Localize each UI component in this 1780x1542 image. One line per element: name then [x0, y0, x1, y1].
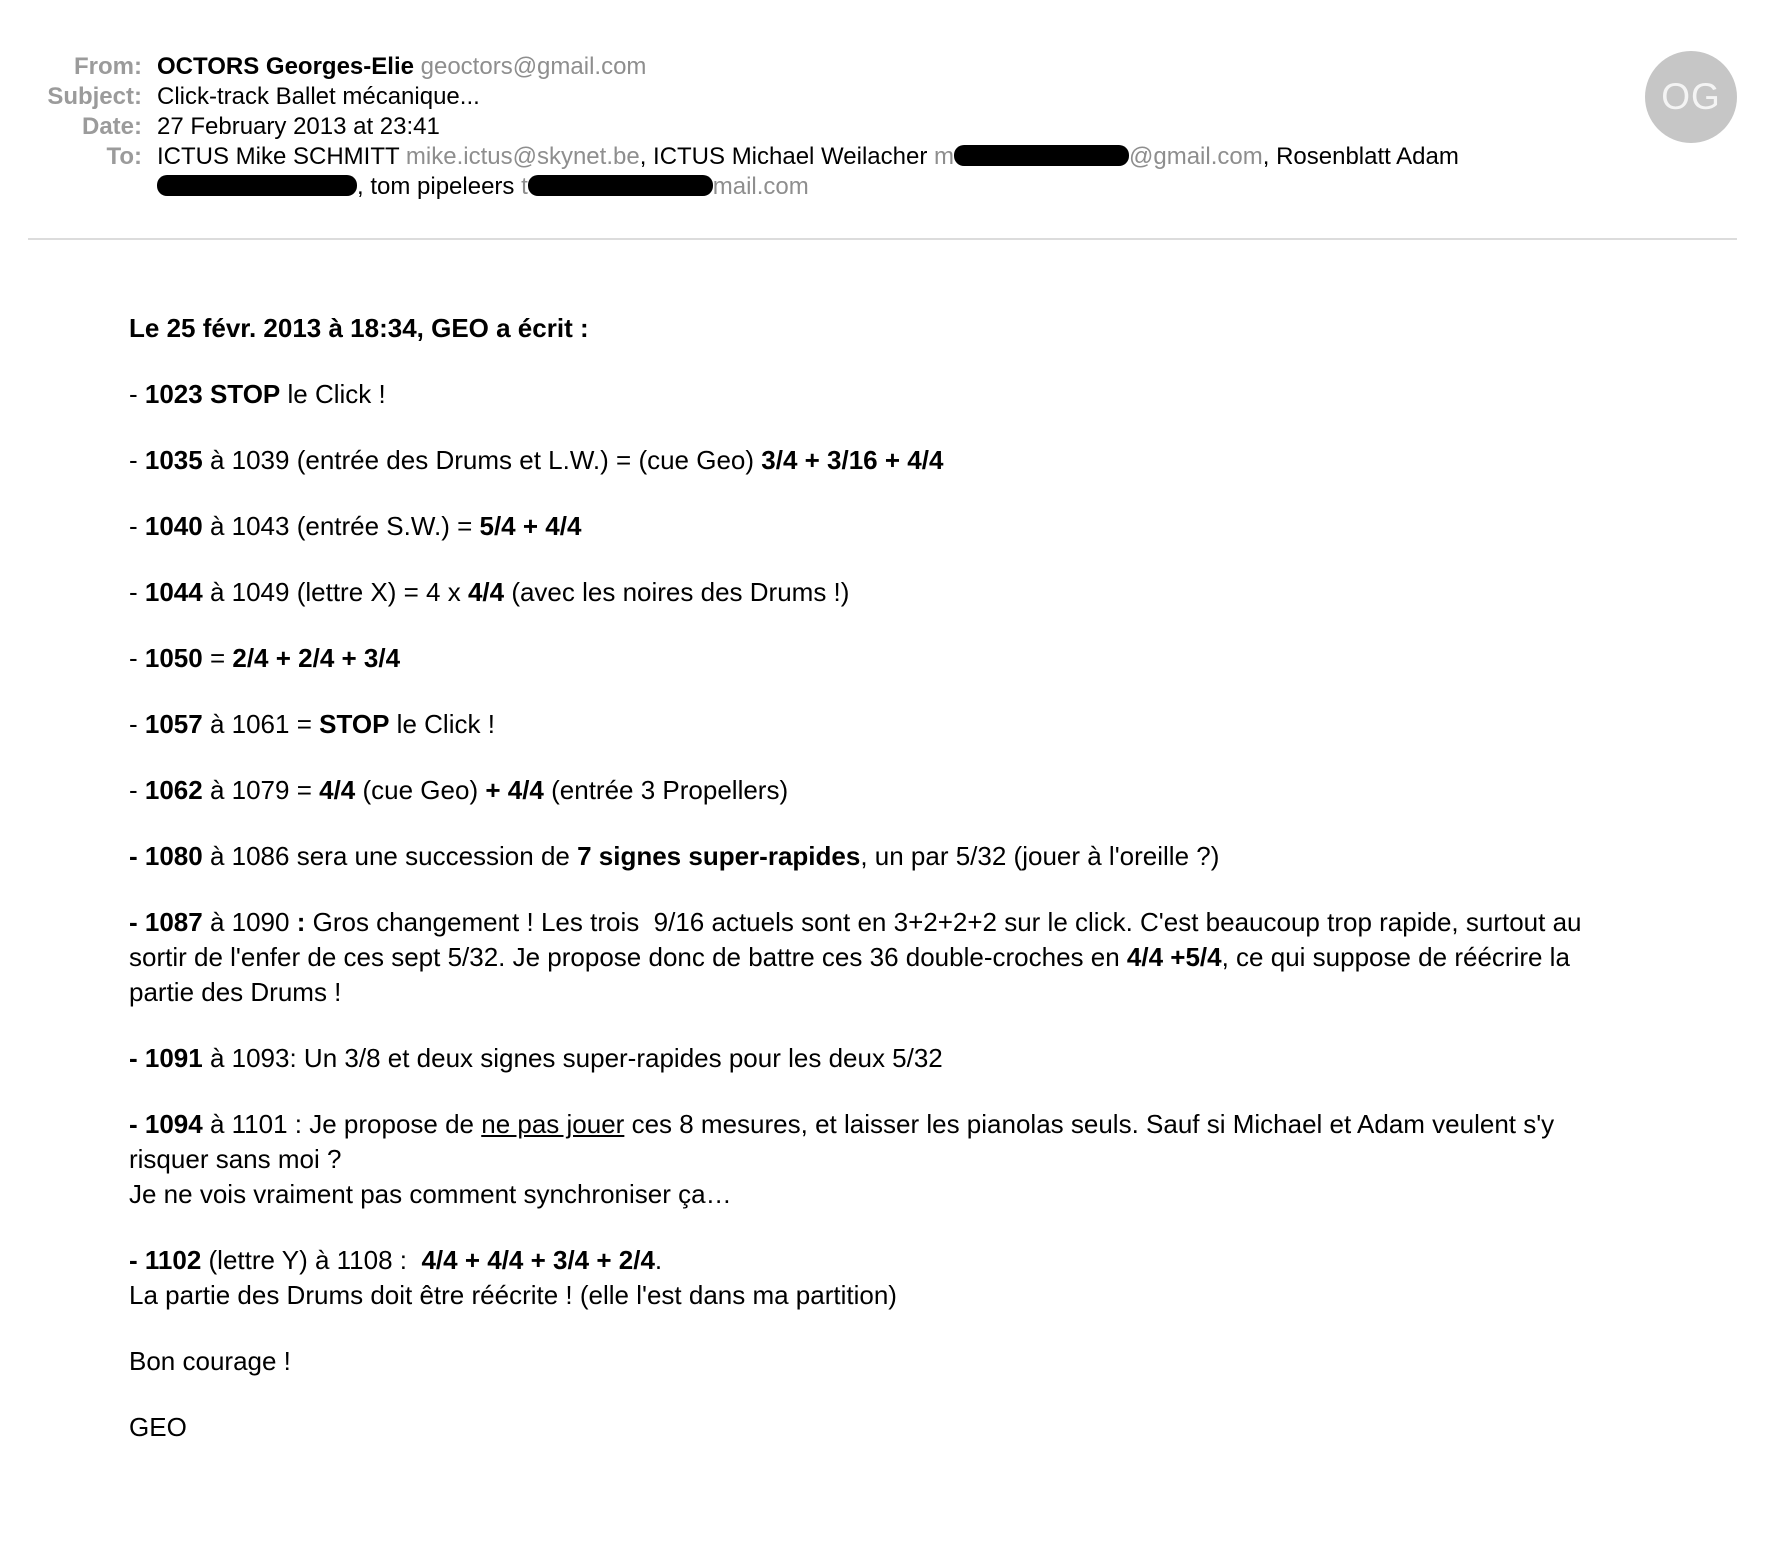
redaction-bar: [157, 175, 357, 196]
text-segment: à 1086 sera une succession de: [202, 841, 578, 871]
text-segment: à 1101 : Je propose de: [202, 1109, 482, 1139]
body-paragraph: [129, 773, 1710, 808]
text-segment: (entrée 3 Propellers): [543, 775, 789, 805]
text-segment: Gros changement ! Les trois 9/16 actuels sont en 3+2+2+2 sur le click. C'est beaucoup trop rapide, surtout au: [305, 907, 1582, 937]
body-paragraph: [129, 377, 1710, 412]
body-paragraph: [129, 311, 1710, 346]
text-segment: 5/4 + 4/4: [479, 511, 582, 541]
header-value-to: [157, 142, 1717, 202]
text-segment: sortir de l'enfer de ces sept 5/32. Je propose donc de battre ces 36 double-croches en: [129, 942, 1127, 972]
text-segment: le Click !: [389, 709, 495, 739]
text-segment: à 1039 (entrée des Drums et L.W.) = (cue Geo): [202, 445, 762, 475]
text-segment: 1057: [144, 709, 203, 739]
email-address[interactable]: mike.ictus@skynet.be: [405, 143, 640, 170]
text-segment: Je ne vois vraiment pas comment synchroniser ça…: [129, 1179, 732, 1209]
header-value-subject: [157, 82, 1717, 112]
body-paragraph: [129, 1410, 1710, 1445]
text-segment: 1035: [144, 445, 203, 475]
text-segment: [414, 53, 421, 80]
text-segment: -: [129, 445, 145, 475]
email-header: [0, 0, 1780, 202]
body-paragraph: [129, 509, 1710, 544]
text-segment: :: [296, 907, 306, 937]
text-segment: , ICTUS Michael Weilacher: [639, 143, 934, 170]
text-segment: - 1094: [129, 1109, 203, 1139]
text-segment: - 1102: [129, 1245, 202, 1275]
body-paragraph: [129, 707, 1710, 742]
header-label-date: Date:: [81, 113, 142, 140]
text-segment: Bon courage !: [129, 1346, 291, 1376]
email-address[interactable]: m: [934, 143, 954, 170]
text-segment: - 1087: [129, 907, 203, 937]
email-address[interactable]: geoctors@gmail.com: [420, 53, 647, 80]
text-segment: à 1093: Un 3/8 et deux signes super-rapides pour les deux 5/32: [202, 1043, 943, 1073]
text-segment: , un par 5/32 (jouer à l'oreille ?): [860, 841, 1220, 871]
redaction-bar: [954, 145, 1129, 166]
text-segment: 4/4 + 4/4 + 3/4 + 2/4: [421, 1245, 655, 1275]
text-segment: à 1061 =: [202, 709, 320, 739]
text-segment: le Click !: [280, 379, 386, 409]
header-label-to: To:: [106, 143, 142, 170]
text-segment: ICTUS Mike SCHMITT: [157, 143, 406, 170]
body-paragraph: [129, 575, 1710, 610]
text-segment: 1062: [144, 775, 203, 805]
body-paragraph: [129, 1041, 1710, 1076]
body-paragraph: [129, 641, 1710, 676]
text-segment: ces 8 mesures, et laisser les pianolas seuls. Sauf si Michael et Adam veulent s'y: [624, 1109, 1555, 1139]
text-segment: 2/4 + 2/4 + 3/4: [232, 643, 401, 673]
body-paragraph: [129, 905, 1710, 1010]
text-segment: , ce qui suppose de réécrire la: [1221, 942, 1570, 972]
header-label-from: From:: [74, 53, 142, 80]
body-paragraph: [129, 1243, 1710, 1313]
text-segment: à 1043 (entrée S.W.) =: [202, 511, 480, 541]
email-address[interactable]: mail.com: [712, 173, 809, 200]
text-segment: -: [129, 643, 145, 673]
avatar: [1645, 51, 1737, 143]
text-segment: 1050: [144, 643, 203, 673]
text-segment: à 1049 (lettre X) = 4 x: [202, 577, 468, 607]
text-segment: (avec les noires des Drums !): [504, 577, 850, 607]
text-segment: -: [129, 511, 145, 541]
text-segment: Click-track Ballet mécanique...: [157, 83, 480, 110]
text-segment: Le 25 févr. 2013 à 18:34, GEO a écrit :: [129, 313, 589, 343]
text-segment: STOP: [319, 709, 390, 739]
header-value-from: [157, 52, 1717, 82]
text-segment: 4/4 +5/4: [1126, 942, 1222, 972]
email-address[interactable]: t: [521, 173, 528, 200]
text-segment: - 1091: [129, 1043, 203, 1073]
text-segment: La partie des Drums doit être réécrite ! (elle l'est dans ma partition): [129, 1280, 897, 1310]
text-segment: 4/4: [467, 577, 505, 607]
text-segment: ne pas jouer: [481, 1109, 625, 1139]
text-segment: risquer sans moi ?: [129, 1144, 342, 1174]
header-fields: [0, 52, 1780, 202]
text-segment: -: [129, 775, 145, 805]
avatar-initials: OG: [1661, 76, 1721, 117]
text-segment: (lettre Y) à 1108 :: [201, 1245, 422, 1275]
text-segment: GEO: [129, 1412, 187, 1442]
header-label-subject: Subject:: [47, 83, 142, 110]
text-segment: 7 signes super-rapides: [577, 841, 861, 871]
text-segment: -: [129, 379, 145, 409]
body-paragraph: [129, 443, 1710, 478]
text-segment: (cue Geo): [355, 775, 486, 805]
text-segment: 3/4 + 3/16 + 4/4: [761, 445, 944, 475]
text-segment: .: [654, 1245, 663, 1275]
text-segment: -: [129, 577, 145, 607]
text-segment: + 4/4: [485, 775, 544, 805]
text-segment: -: [129, 709, 145, 739]
text-segment: partie des Drums !: [129, 977, 342, 1007]
text-segment: , Rosenblatt Adam: [1262, 143, 1459, 170]
email-body: [0, 240, 1780, 1445]
body-paragraph: [129, 1107, 1710, 1212]
redaction-bar: [528, 175, 713, 196]
text-segment: 1023 STOP: [144, 379, 281, 409]
body-paragraph: [129, 1344, 1710, 1379]
text-segment: =: [202, 643, 233, 673]
text-segment: 4/4: [319, 775, 356, 805]
text-segment: - 1080: [129, 841, 203, 871]
text-segment: à 1079 =: [202, 775, 320, 805]
text-segment: à 1090: [202, 907, 297, 937]
header-value-date: [157, 112, 1717, 142]
text-segment: OCTORS Georges-Elie: [157, 53, 414, 80]
text-segment: 27 February 2013 at 23:41: [157, 113, 440, 140]
text-segment: 1040: [144, 511, 203, 541]
text-segment: 1044: [144, 577, 203, 607]
email-address[interactable]: @gmail.com: [1129, 143, 1263, 170]
text-segment: , tom pipeleers: [357, 173, 522, 200]
body-paragraph: [129, 839, 1710, 874]
